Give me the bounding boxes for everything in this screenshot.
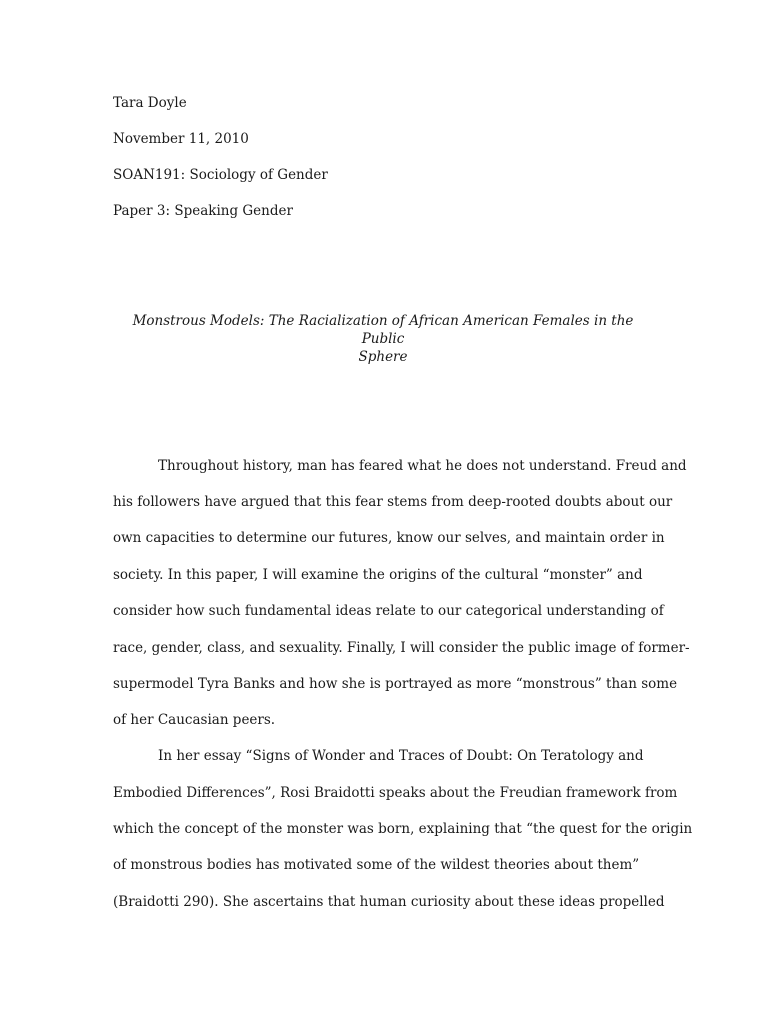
- body-line: society. In this paper, I will examine the origins of the cultural “monster” and: [113, 567, 643, 583]
- body-line: own capacities to determine our futures, know our selves, and maintain order in: [113, 530, 665, 546]
- assignment-name: Paper 3: Speaking Gender: [113, 203, 293, 219]
- body-line: consider how such fundamental ideas relate to our categorical understanding of: [113, 603, 664, 619]
- author-name: Tara Doyle: [113, 95, 187, 111]
- body-line: (Braidotti 290). She ascertains that human curiosity about these ideas propelled: [113, 894, 665, 910]
- paper-title-line-2: Sphere: [358, 349, 408, 365]
- paper-date: November 11, 2010: [113, 131, 249, 147]
- body-line: of her Caucasian peers.: [113, 712, 276, 728]
- body-line: of monstrous bodies has motivated some of the wildest theories about them”: [113, 857, 640, 873]
- body-line: his followers have argued that this fear stems from deep-rooted doubts about our: [113, 494, 673, 510]
- body-line: Embodied Differences”, Rosi Braidotti speaks about the Freudian framework from: [113, 785, 678, 801]
- course-name: SOAN191: Sociology of Gender: [113, 167, 328, 183]
- body-line: Throughout history, man has feared what he does not understand. Freud and: [158, 458, 687, 474]
- paper-title-line-1: Monstrous Models: The Racialization of African American Females in the Public: [132, 313, 634, 347]
- body-line: which the concept of the monster was born, explaining that “the quest for the origin: [113, 821, 693, 837]
- body-line: In her essay “Signs of Wonder and Traces of Doubt: On Teratology and: [158, 748, 644, 764]
- body-line: race, gender, class, and sexuality. Finally, I will consider the public image of former-: [113, 640, 690, 656]
- body-line: supermodel Tyra Banks and how she is portrayed as more “monstrous” than some: [113, 676, 678, 692]
